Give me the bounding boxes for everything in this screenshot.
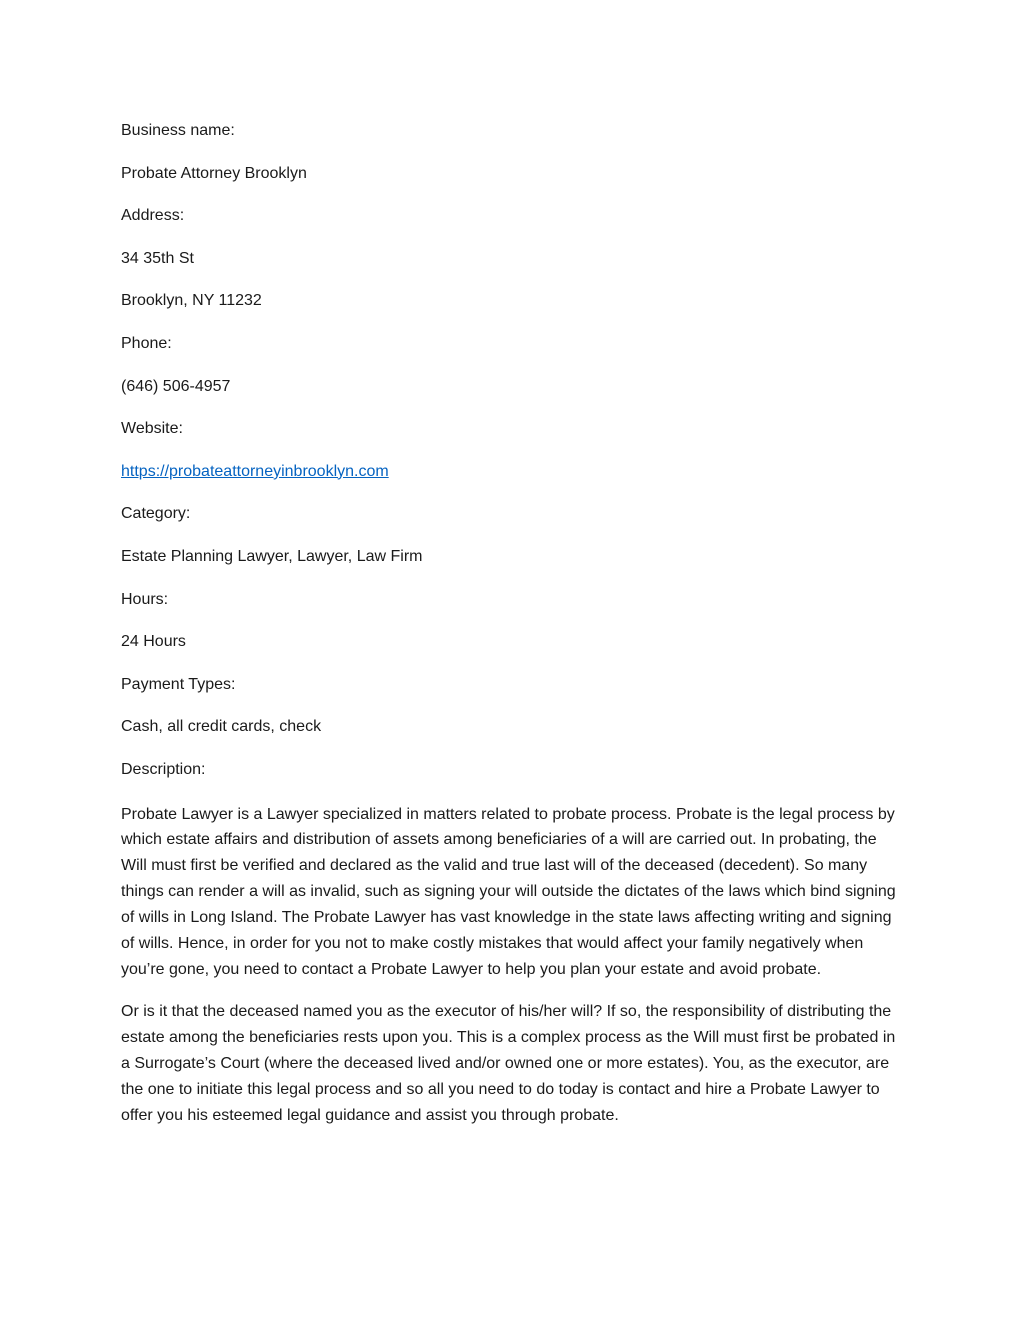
- hours-value: 24 Hours: [121, 633, 186, 651]
- address-line-1: 34 35th St: [121, 249, 194, 267]
- description-label: Description:: [121, 760, 206, 778]
- phone-value: (646) 506-4957: [121, 377, 231, 395]
- description-paragraph: Probate Lawyer is a Lawyer specialized in matters related to probate process. Probate is the legal process by which estate affairs and distribution of assets among beneficiaries of a will are carried out. In probating, the Will must first be verified and declared as the valid and true last will of the deceased (decedent). So many things can render a will as invalid, such as signing your will outside the dictates of the laws which bind signing of wills in Long Island. The Probate Lawyer has vast knowledge in the state laws affecting writing and signing of wills. Hence, in order for you not to make costly mistakes that would affect your family negatively when you’re gone, you need to contact a Probate Lawyer to help you plan your estate and avoid probate.: [121, 805, 896, 978]
- website-row: [121, 461, 906, 483]
- hours-label: Hours:: [121, 590, 169, 608]
- phone-label: Phone:: [121, 334, 172, 352]
- category-label: Category:: [121, 505, 191, 523]
- business-name-label: Business name:: [121, 122, 235, 139]
- address-line-2: Brooklyn, NY 11232: [121, 292, 262, 310]
- business-name-value: Probate Attorney Brooklyn: [121, 164, 307, 182]
- payment-types-label: Payment Types:: [121, 675, 236, 693]
- category-value: Estate Planning Lawyer, Lawyer, Law Firm: [121, 547, 423, 565]
- document-page: [121, 120, 906, 1146]
- description-paragraph: Or is it that the deceased named you as the executor of his/her will? If so, the responsibility of distributing the estate among the beneficiaries rests upon you. This is a complex process as the Will must first be probated in a Surrogate’s Court (where the deceased lived and/or owned one or more estates). You, as the executor, are the one to initiate this legal process and so all you need to do today is contact and hire a Probate Lawyer to offer you his esteemed legal guidance and assist you through probate.: [121, 1003, 896, 1125]
- address-label: Address:: [121, 207, 185, 225]
- website-link[interactable]: https://probateattorneyinbrooklyn.com: [121, 462, 389, 480]
- payment-types-value: Cash, all credit cards, check: [121, 718, 322, 736]
- website-label: Website:: [121, 420, 183, 438]
